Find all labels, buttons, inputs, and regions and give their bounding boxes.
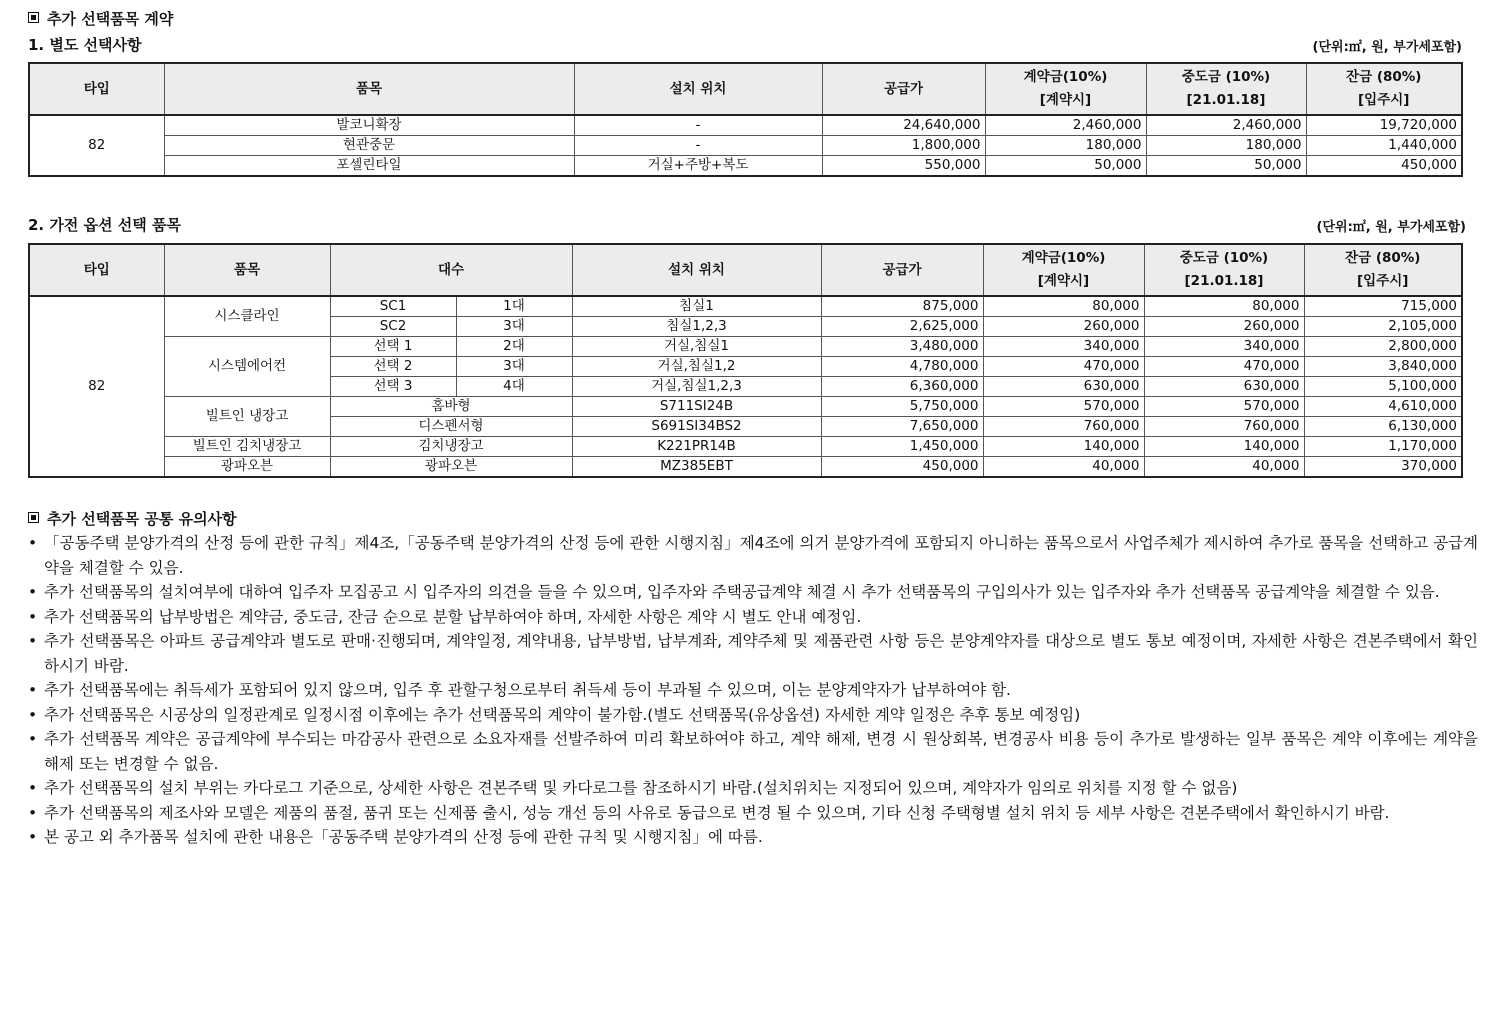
option-cell: 광파오븐 <box>330 457 572 478</box>
list-item: • 추가 선택품목의 설치 부위는 카다로그 기준으로, 상세한 사항은 견본주택 및 카다로그를 참조하시기 바람.(설치위치는 지정되어 있으며, 계약자가 임의로 위치를 지정 할 수 없음) <box>28 776 1478 801</box>
price-cell: 875,000 <box>821 296 983 317</box>
list-item: • 추가 선택품목에는 취득세가 포함되어 있지 않으며, 입주 후 관할구청으로부터 취득세 등이 부과될 수 있으며, 이는 분양계약자가 납부하여야 함. <box>28 678 1478 703</box>
deposit-cell: 80,000 <box>983 296 1144 317</box>
option-table-1 <box>28 62 1463 177</box>
balance-cell: 1,440,000 <box>1306 136 1462 156</box>
item-cell: 포셀린타일 <box>164 156 574 177</box>
option-cell: 선택 3 <box>330 377 456 397</box>
notes-list <box>28 531 1478 850</box>
location-cell: 거실,침실1,2,3 <box>572 377 821 397</box>
option-table-2 <box>28 243 1463 478</box>
balance-cell: 4,610,000 <box>1304 397 1462 417</box>
header-deposit: 계약금(10%) [계약시] <box>985 63 1146 115</box>
middle-cell: 50,000 <box>1146 156 1306 177</box>
location-cell: - <box>574 115 822 136</box>
header-balance: 잔금 (80%) [입주시] <box>1304 244 1462 296</box>
deposit-cell: 50,000 <box>985 156 1146 177</box>
location-cell: 거실+주방+복도 <box>574 156 822 177</box>
table-header-row <box>29 63 1462 115</box>
header-count: 대수 <box>330 244 572 296</box>
group-fridge: 빌트인 냉장고 <box>164 397 330 437</box>
table-row <box>29 437 1462 457</box>
price-cell: 550,000 <box>822 156 985 177</box>
price-cell: 2,625,000 <box>821 317 983 337</box>
table-row <box>29 296 1462 317</box>
list-item: • 「공동주택 분양가격의 산정 등에 관한 규칙」제4조,「공동주택 분양가격의 산정 등에 관한 시행지침」제4조에 의거 분양가격에 포함되지 아니하는 품목으로서 사업주체가 제시하여 추가로 품목을 선택하고 공급계약을 체결할 수 있음. <box>28 531 1478 580</box>
header-location: 설치 위치 <box>574 63 822 115</box>
section1-unit: (단위:㎡, 원, 부가세포함) <box>1312 40 1462 55</box>
list-item: • 추가 선택품목의 납부방법은 계약금, 중도금, 잔금 순으로 분할 납부하여야 하며, 자세한 사항은 계약 시 별도 안내 예정임. <box>28 605 1478 630</box>
middle-cell: 760,000 <box>1144 417 1304 437</box>
list-item: • 추가 선택품목의 설치여부에 대하여 입주자 모집공고 시 입주자의 의견을 들을 수 있으며, 입주자와 주택공급계약 체결 시 추가 선택품목의 구입의사가 있는 입주자와 추가 선택품목 공급계약을 체결할 수 있음. <box>28 580 1478 605</box>
item-cell: 발코니확장 <box>164 115 574 136</box>
deposit-cell: 470,000 <box>983 357 1144 377</box>
header-price: 공급가 <box>822 63 985 115</box>
type-cell: 82 <box>29 296 164 477</box>
location-cell: - <box>574 136 822 156</box>
table-row <box>29 115 1462 136</box>
location-cell: 침실1,2,3 <box>572 317 821 337</box>
deposit-cell: 180,000 <box>985 136 1146 156</box>
balance-cell: 2,800,000 <box>1304 337 1462 357</box>
location-cell: S691SI34BS2 <box>572 417 821 437</box>
price-cell: 450,000 <box>821 457 983 478</box>
header-balance: 잔금 (80%) [입주시] <box>1306 63 1462 115</box>
location-cell: K221PR14B <box>572 437 821 457</box>
square-bullet-icon <box>28 512 39 523</box>
list-item: • 추가 선택품목은 시공상의 일정관계로 일정시점 이후에는 추가 선택품목의 계약이 불가함.(별도 선택품목(유상옵션) 자세한 계약 일정은 추후 통보 예정임) <box>28 703 1478 728</box>
option-cell: SC1 <box>330 296 456 317</box>
deposit-cell: 260,000 <box>983 317 1144 337</box>
bullet-icon: • <box>28 828 38 846</box>
qty-cell: 2대 <box>456 337 572 357</box>
list-item: • 본 공고 외 추가품목 설치에 관한 내용은「공동주택 분양가격의 산정 등에 관한 규칙 및 시행지침」에 따름. <box>28 825 1478 850</box>
header-middle: 중도금 (10%) [21.01.18] <box>1146 63 1306 115</box>
location-cell: MZ385EBT <box>572 457 821 478</box>
group-kimchi: 빌트인 김치냉장고 <box>164 437 330 457</box>
item-cell: 현관중문 <box>164 136 574 156</box>
header-item: 품목 <box>164 63 574 115</box>
bullet-icon: • <box>28 681 38 699</box>
balance-cell: 2,105,000 <box>1304 317 1462 337</box>
middle-cell: 80,000 <box>1144 296 1304 317</box>
list-item: • 추가 선택품목은 아파트 공급계약과 별도로 판매·진행되며, 계약일정, 계약내용, 납부방법, 납부계좌, 계약주체 및 제품관련 사항 등은 분양계약자를 대상으로 별도 통보 예정이며, 자세한 사항은 견본주택에서 확인하시기 바람. <box>28 629 1478 678</box>
section2-title: 2. 가전 옵션 선택 품목 <box>28 216 181 234</box>
table-header-row <box>29 244 1462 296</box>
header-location: 설치 위치 <box>572 244 821 296</box>
option-cell: 디스펜서형 <box>330 417 572 437</box>
square-bullet-icon <box>28 12 39 23</box>
balance-cell: 19,720,000 <box>1306 115 1462 136</box>
deposit-cell: 630,000 <box>983 377 1144 397</box>
deposit-cell: 340,000 <box>983 337 1144 357</box>
price-cell: 24,640,000 <box>822 115 985 136</box>
group-syscool: 시스클라인 <box>164 296 330 337</box>
location-cell: S711SI24B <box>572 397 821 417</box>
header-price: 공급가 <box>821 244 983 296</box>
table-row <box>29 457 1462 478</box>
deposit-cell: 40,000 <box>983 457 1144 478</box>
balance-cell: 3,840,000 <box>1304 357 1462 377</box>
table-row <box>29 156 1462 177</box>
bullet-icon: • <box>28 534 38 552</box>
qty-cell: 1대 <box>456 296 572 317</box>
qty-cell: 4대 <box>456 377 572 397</box>
middle-cell: 260,000 <box>1144 317 1304 337</box>
middle-cell: 470,000 <box>1144 357 1304 377</box>
price-cell: 1,450,000 <box>821 437 983 457</box>
qty-cell: 3대 <box>456 357 572 377</box>
group-aircon: 시스템에어컨 <box>164 337 330 397</box>
header-deposit: 계약금(10%) [계약시] <box>983 244 1144 296</box>
price-cell: 1,800,000 <box>822 136 985 156</box>
balance-cell: 5,100,000 <box>1304 377 1462 397</box>
bullet-icon: • <box>28 607 38 626</box>
location-cell: 침실1 <box>572 296 821 317</box>
middle-cell: 140,000 <box>1144 437 1304 457</box>
group-oven: 광파오븐 <box>164 457 330 478</box>
balance-cell: 6,130,000 <box>1304 417 1462 437</box>
price-cell: 4,780,000 <box>821 357 983 377</box>
section1-title: 1. 별도 선택사항 <box>28 36 142 54</box>
header-middle: 중도금 (10%) [21.01.18] <box>1144 244 1304 296</box>
option-cell: 선택 2 <box>330 357 456 377</box>
deposit-cell: 2,460,000 <box>985 115 1146 136</box>
table-row <box>29 397 1462 417</box>
page-title: 추가 선택품목 계약 <box>28 8 173 29</box>
header-type: 타입 <box>29 63 164 115</box>
bullet-icon: • <box>28 583 38 601</box>
list-item: • 추가 선택품목 계약은 공급계약에 부수되는 마감공사 관련으로 소요자재를 선발주하여 미리 확보하여야 하고, 계약 해제, 변경 시 원상회복, 변경공사 비용 등이 추가로 발생하는 일부 품목은 계약 이후에는 계약을 해제 또는 변경할 수 없음. <box>28 727 1478 776</box>
middle-cell: 340,000 <box>1144 337 1304 357</box>
location-cell: 거실,침실1 <box>572 337 821 357</box>
balance-cell: 450,000 <box>1306 156 1462 177</box>
balance-cell: 715,000 <box>1304 296 1462 317</box>
section2-unit: (단위:㎡, 원, 부가세포함) <box>1316 220 1466 235</box>
option-cell: 김치냉장고 <box>330 437 572 457</box>
bullet-icon: • <box>28 730 38 748</box>
qty-cell: 3대 <box>456 317 572 337</box>
notes-title: 추가 선택품목 공통 유의사항 <box>28 508 237 529</box>
middle-cell: 180,000 <box>1146 136 1306 156</box>
balance-cell: 370,000 <box>1304 457 1462 478</box>
type-cell: 82 <box>29 115 164 176</box>
middle-cell: 630,000 <box>1144 377 1304 397</box>
middle-cell: 570,000 <box>1144 397 1304 417</box>
deposit-cell: 760,000 <box>983 417 1144 437</box>
location-cell: 거실,침실1,2 <box>572 357 821 377</box>
bullet-icon: • <box>28 632 38 650</box>
deposit-cell: 140,000 <box>983 437 1144 457</box>
bullet-icon: • <box>28 779 38 797</box>
table-row <box>29 136 1462 156</box>
middle-cell: 2,460,000 <box>1146 115 1306 136</box>
header-item: 품목 <box>164 244 330 296</box>
header-type: 타입 <box>29 244 164 296</box>
bullet-icon: • <box>28 803 38 822</box>
table-row <box>29 337 1462 357</box>
bullet-icon: • <box>28 705 38 724</box>
deposit-cell: 570,000 <box>983 397 1144 417</box>
option-cell: SC2 <box>330 317 456 337</box>
price-cell: 5,750,000 <box>821 397 983 417</box>
middle-cell: 40,000 <box>1144 457 1304 478</box>
list-item: • 추가 선택품목의 제조사와 모델은 제품의 품절, 품귀 또는 신제품 출시, 성능 개선 등의 사유로 동급으로 변경 될 수 있으며, 기타 신청 주택형별 설치 위치 등 세부 사항은 견본주택에서 확인하시기 바람. <box>28 801 1478 826</box>
option-cell: 홈바형 <box>330 397 572 417</box>
option-cell: 선택 1 <box>330 337 456 357</box>
balance-cell: 1,170,000 <box>1304 437 1462 457</box>
price-cell: 3,480,000 <box>821 337 983 357</box>
price-cell: 7,650,000 <box>821 417 983 437</box>
price-cell: 6,360,000 <box>821 377 983 397</box>
